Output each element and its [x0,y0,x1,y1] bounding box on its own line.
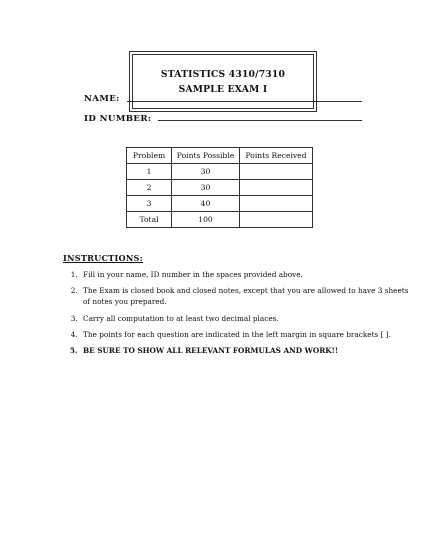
name-label: NAME: [84,94,120,104]
exam-course-title: STATISTICS 4310/7310 [160,68,286,80]
problem-cell: Total [127,212,172,228]
points-possible-cell: 40 [172,196,240,212]
points-possible-cell: 100 [172,212,240,228]
table-row [127,180,313,196]
header-points-received: Points Received [240,148,313,164]
id-number-label: ID NUMBER: [84,114,152,124]
instruction-item: 5. BE SURE TO SHOW ALL RELEVANT FORMULAS AND WORK!! [80,346,416,357]
problem-cell: 2 [127,180,172,196]
points-received-cell[interactable] [240,212,313,228]
instruction-item: 4. The points for each question are indicated in the left margin in square brackets [ ]. [80,330,416,341]
instruction-item: 3. Carry all computation to at least two decimal places. [80,314,416,325]
points-table [126,147,313,228]
header-problem: Problem [127,148,172,164]
table-header-row [127,148,313,164]
instructions-heading: INSTRUCTIONS: [63,253,143,263]
points-received-cell[interactable] [240,180,313,196]
points-possible-cell: 30 [172,180,240,196]
table-row [127,164,313,180]
header-points-possible: Points Possible [172,148,240,164]
name-field[interactable] [127,101,362,102]
points-possible-cell: 30 [172,164,240,180]
exam-title: SAMPLE EXAM I [178,83,268,95]
table-row-total [127,212,313,228]
instruction-item: 2. The Exam is closed book and closed notes, except that you are allowed to have 3 sheets of notes you prepared. [80,286,416,308]
problem-cell: 3 [127,196,172,212]
instruction-item: 1. Fill in your name, ID number in the spaces provided above. [80,270,416,281]
points-received-cell[interactable] [240,164,313,180]
title-box [129,51,317,112]
table-row [127,196,313,212]
instructions-list [63,270,416,363]
id-number-field[interactable] [158,120,362,121]
points-received-cell[interactable] [240,196,313,212]
problem-cell: 1 [127,164,172,180]
